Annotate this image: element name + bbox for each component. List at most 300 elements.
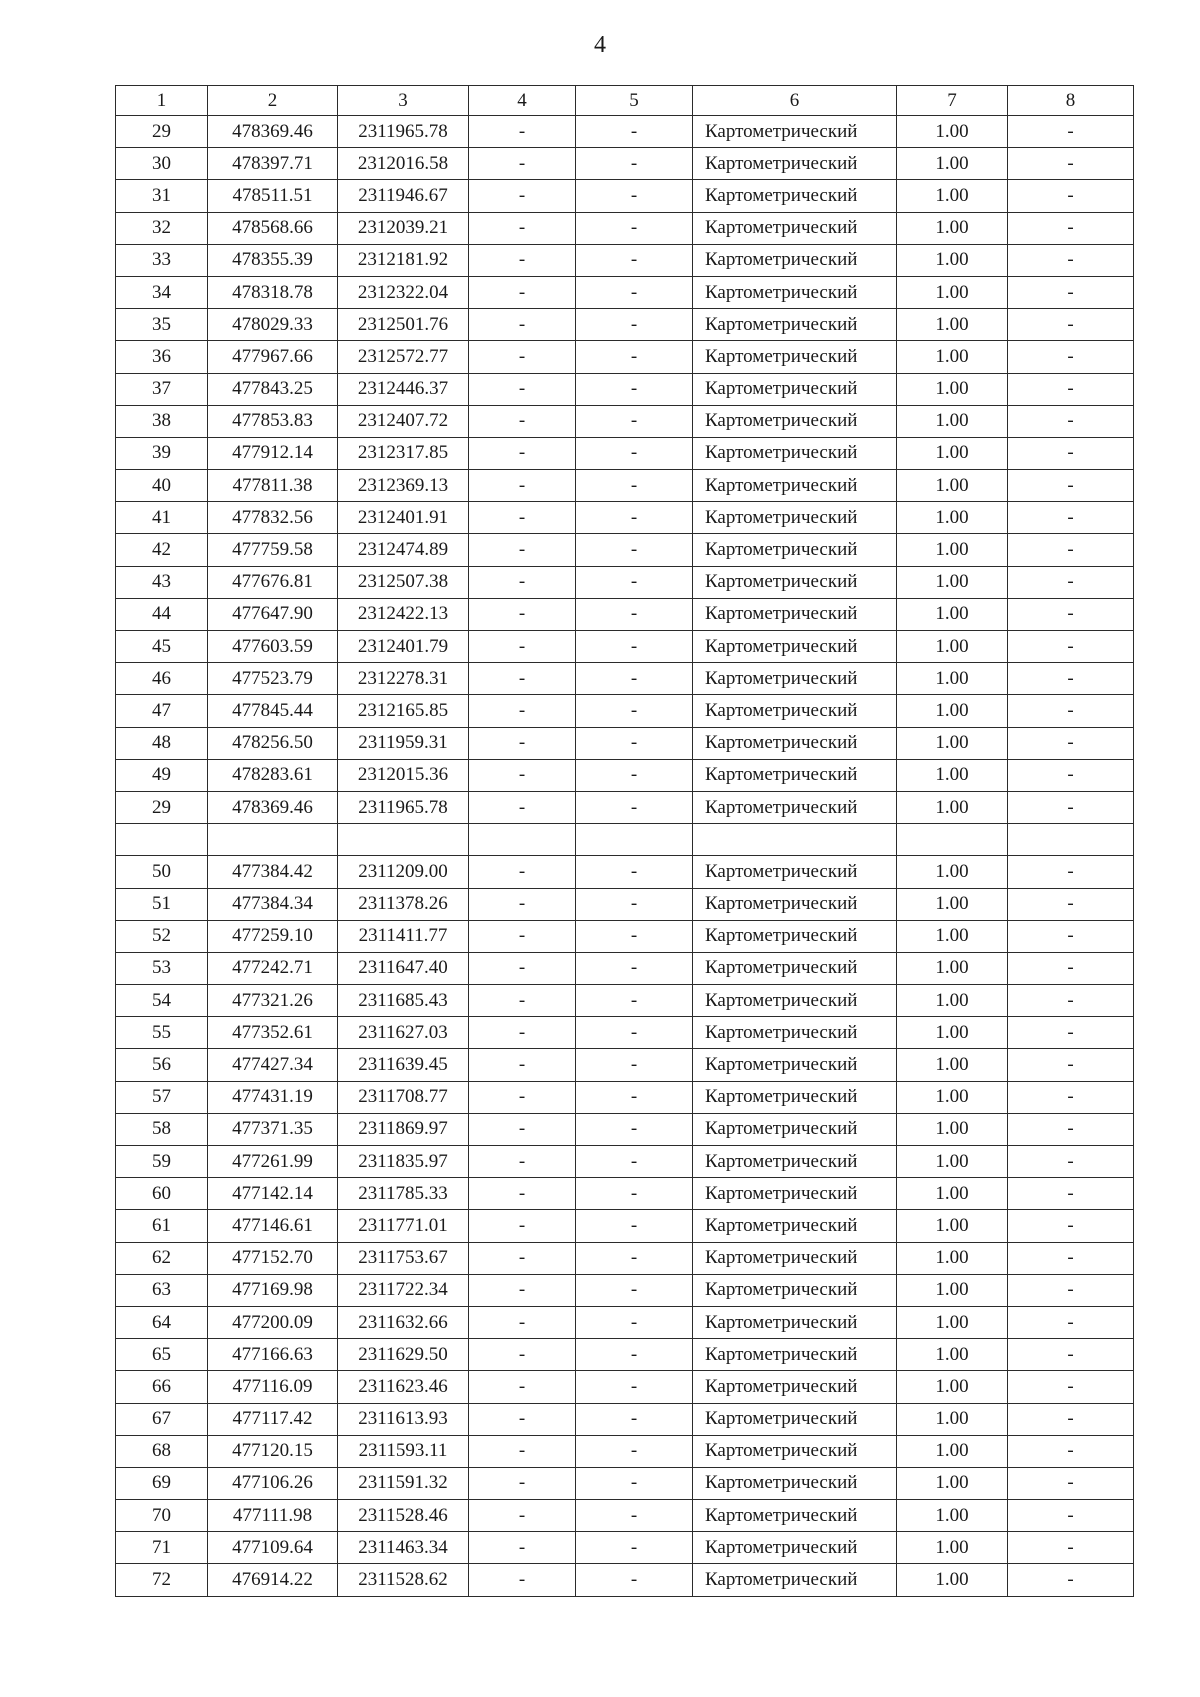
col8-cell: -: [1008, 437, 1134, 469]
method-cell: Картометрический: [693, 663, 897, 695]
accuracy-cell: 1.00: [897, 1339, 1008, 1371]
col4-cell: -: [469, 534, 576, 566]
col4-cell: -: [469, 373, 576, 405]
accuracy-cell: 1.00: [897, 373, 1008, 405]
table-body: [116, 116, 1134, 1597]
table-row: [116, 631, 1134, 663]
col4-cell: -: [469, 791, 576, 823]
accuracy-cell: 1.00: [897, 1435, 1008, 1467]
col8-cell: -: [1008, 1564, 1134, 1596]
method-cell: Картометрический: [693, 888, 897, 920]
point-number-cell: 29: [116, 791, 208, 823]
point-number-cell: 30: [116, 148, 208, 180]
col8-cell: -: [1008, 1049, 1134, 1081]
method-cell: Картометрический: [693, 1371, 897, 1403]
method-cell: Картометрический: [693, 1532, 897, 1564]
col4-cell: -: [469, 1500, 576, 1532]
y-coordinate-cell: 2311623.46: [338, 1371, 469, 1403]
accuracy-cell: 1.00: [897, 1210, 1008, 1242]
accuracy-cell: 1.00: [897, 1081, 1008, 1113]
table-row: [116, 470, 1134, 502]
table-row: [116, 985, 1134, 1017]
method-cell: Картометрический: [693, 502, 897, 534]
x-coordinate-cell: 477142.14: [208, 1178, 338, 1210]
method-cell: Картометрический: [693, 1274, 897, 1306]
x-coordinate-cell: 477647.90: [208, 598, 338, 630]
y-coordinate-cell: 2311959.31: [338, 727, 469, 759]
accuracy-cell: 1.00: [897, 1242, 1008, 1274]
method-cell: Картометрический: [693, 759, 897, 791]
table-row: [116, 1564, 1134, 1596]
point-number-cell: 64: [116, 1306, 208, 1338]
x-coordinate-cell: 477523.79: [208, 663, 338, 695]
accuracy-cell: 1.00: [897, 502, 1008, 534]
method-cell: Картометрический: [693, 1403, 897, 1435]
col5-cell: -: [576, 470, 693, 502]
table-row: [116, 341, 1134, 373]
col5-cell: -: [576, 116, 693, 148]
accuracy-cell: 1.00: [897, 1146, 1008, 1178]
col8-cell: -: [1008, 180, 1134, 212]
col4-cell: [469, 824, 576, 856]
col5-cell: -: [576, 598, 693, 630]
col5-cell: [576, 824, 693, 856]
x-coordinate-cell: 477371.35: [208, 1113, 338, 1145]
method-cell: Картометрический: [693, 1081, 897, 1113]
point-number-cell: 31: [116, 180, 208, 212]
header-row: [116, 86, 1134, 116]
col4-cell: -: [469, 276, 576, 308]
point-number-cell: 46: [116, 663, 208, 695]
method-cell: Картометрический: [693, 1210, 897, 1242]
col5-cell: -: [576, 727, 693, 759]
col5-cell: -: [576, 631, 693, 663]
table-row: [116, 727, 1134, 759]
col4-cell: -: [469, 309, 576, 341]
method-cell: Картометрический: [693, 373, 897, 405]
point-number-cell: 69: [116, 1467, 208, 1499]
col4-cell: -: [469, 244, 576, 276]
y-coordinate-cell: 2311209.00: [338, 856, 469, 888]
col8-cell: -: [1008, 566, 1134, 598]
col8-cell: -: [1008, 244, 1134, 276]
col8-cell: -: [1008, 276, 1134, 308]
method-cell: Картометрический: [693, 1049, 897, 1081]
x-coordinate-cell: 478283.61: [208, 759, 338, 791]
y-coordinate-cell: 2312474.89: [338, 534, 469, 566]
point-number-cell: 43: [116, 566, 208, 598]
method-cell: Картометрический: [693, 437, 897, 469]
y-coordinate-cell: 2311613.93: [338, 1403, 469, 1435]
col5-cell: -: [576, 1339, 693, 1371]
accuracy-cell: 1.00: [897, 1049, 1008, 1081]
col4-cell: -: [469, 1435, 576, 1467]
x-coordinate-cell: 478029.33: [208, 309, 338, 341]
col4-cell: -: [469, 1371, 576, 1403]
y-coordinate-cell: 2311753.67: [338, 1242, 469, 1274]
col5-cell: -: [576, 437, 693, 469]
column-header: 6: [693, 86, 897, 116]
x-coordinate-cell: 477384.42: [208, 856, 338, 888]
table-header: [116, 86, 1134, 116]
accuracy-cell: 1.00: [897, 1306, 1008, 1338]
y-coordinate-cell: 2311627.03: [338, 1017, 469, 1049]
accuracy-cell: 1.00: [897, 1403, 1008, 1435]
col8-cell: -: [1008, 1017, 1134, 1049]
y-coordinate-cell: 2311771.01: [338, 1210, 469, 1242]
x-coordinate-cell: 477967.66: [208, 341, 338, 373]
point-number-cell: 66: [116, 1371, 208, 1403]
point-number-cell: 32: [116, 212, 208, 244]
col4-cell: -: [469, 1081, 576, 1113]
point-number-cell: 57: [116, 1081, 208, 1113]
method-cell: Картометрический: [693, 598, 897, 630]
method-cell: Картометрический: [693, 566, 897, 598]
x-coordinate-cell: 477427.34: [208, 1049, 338, 1081]
point-number-cell: 48: [116, 727, 208, 759]
point-number-cell: 63: [116, 1274, 208, 1306]
x-coordinate-cell: 477261.99: [208, 1146, 338, 1178]
y-coordinate-cell: 2312016.58: [338, 148, 469, 180]
x-coordinate-cell: 477146.61: [208, 1210, 338, 1242]
accuracy-cell: 1.00: [897, 759, 1008, 791]
y-coordinate-cell: 2312278.31: [338, 663, 469, 695]
point-number-cell: 70: [116, 1500, 208, 1532]
col4-cell: -: [469, 598, 576, 630]
table-row: [116, 1467, 1134, 1499]
method-cell: Картометрический: [693, 1339, 897, 1371]
column-header: 1: [116, 86, 208, 116]
y-coordinate-cell: 2311869.97: [338, 1113, 469, 1145]
table-row: [116, 856, 1134, 888]
y-coordinate-cell: 2312401.79: [338, 631, 469, 663]
col8-cell: -: [1008, 534, 1134, 566]
accuracy-cell: 1.00: [897, 1371, 1008, 1403]
col5-cell: -: [576, 502, 693, 534]
point-number-cell: 42: [116, 534, 208, 566]
table-row: [116, 1435, 1134, 1467]
table-row: [116, 1049, 1134, 1081]
x-coordinate-cell: 477169.98: [208, 1274, 338, 1306]
table-row: [116, 566, 1134, 598]
col8-cell: -: [1008, 1274, 1134, 1306]
col5-cell: -: [576, 888, 693, 920]
y-coordinate-cell: 2312422.13: [338, 598, 469, 630]
col8-cell: -: [1008, 470, 1134, 502]
method-cell: Картометрический: [693, 1500, 897, 1532]
col8-cell: -: [1008, 952, 1134, 984]
y-coordinate-cell: 2312015.36: [338, 759, 469, 791]
x-coordinate-cell: 477321.26: [208, 985, 338, 1017]
y-coordinate-cell: 2312369.13: [338, 470, 469, 502]
point-number-cell: 47: [116, 695, 208, 727]
col4-cell: -: [469, 727, 576, 759]
accuracy-cell: 1.00: [897, 888, 1008, 920]
col5-cell: -: [576, 276, 693, 308]
col4-cell: -: [469, 856, 576, 888]
x-coordinate-cell: 478318.78: [208, 276, 338, 308]
y-coordinate-cell: 2311411.77: [338, 920, 469, 952]
point-number-cell: 37: [116, 373, 208, 405]
table-row: [116, 1113, 1134, 1145]
table-row: [116, 276, 1134, 308]
col8-cell: -: [1008, 695, 1134, 727]
y-coordinate-cell: 2312401.91: [338, 502, 469, 534]
method-cell: Картометрический: [693, 1306, 897, 1338]
accuracy-cell: 1.00: [897, 1564, 1008, 1596]
col8-cell: -: [1008, 631, 1134, 663]
col4-cell: -: [469, 566, 576, 598]
col4-cell: -: [469, 1242, 576, 1274]
col8-cell: -: [1008, 1371, 1134, 1403]
table-row: [116, 824, 1134, 856]
col8-cell: -: [1008, 759, 1134, 791]
y-coordinate-cell: 2311785.33: [338, 1178, 469, 1210]
y-coordinate-cell: 2311528.46: [338, 1500, 469, 1532]
accuracy-cell: 1.00: [897, 1113, 1008, 1145]
point-number-cell: 49: [116, 759, 208, 791]
col8-cell: -: [1008, 1113, 1134, 1145]
x-coordinate-cell: 477242.71: [208, 952, 338, 984]
table-row: [116, 1242, 1134, 1274]
table-row: [116, 759, 1134, 791]
column-header: 5: [576, 86, 693, 116]
col8-cell: -: [1008, 405, 1134, 437]
point-number-cell: 40: [116, 470, 208, 502]
col5-cell: -: [576, 1403, 693, 1435]
accuracy-cell: 1.00: [897, 341, 1008, 373]
y-coordinate-cell: 2311965.78: [338, 791, 469, 823]
x-coordinate-cell: 476914.22: [208, 1564, 338, 1596]
method-cell: Картометрический: [693, 727, 897, 759]
accuracy-cell: [897, 824, 1008, 856]
col5-cell: -: [576, 373, 693, 405]
x-coordinate-cell: 477200.09: [208, 1306, 338, 1338]
table-row: [116, 1178, 1134, 1210]
accuracy-cell: 1.00: [897, 534, 1008, 566]
y-coordinate-cell: 2311722.34: [338, 1274, 469, 1306]
method-cell: Картометрический: [693, 212, 897, 244]
method-cell: Картометрический: [693, 791, 897, 823]
method-cell: Картометрический: [693, 244, 897, 276]
col5-cell: -: [576, 1242, 693, 1274]
x-coordinate-cell: 477431.19: [208, 1081, 338, 1113]
table-row: [116, 1081, 1134, 1113]
point-number-cell: 59: [116, 1146, 208, 1178]
x-coordinate-cell: 478369.46: [208, 791, 338, 823]
table-row: [116, 1403, 1134, 1435]
point-number-cell: 58: [116, 1113, 208, 1145]
col8-cell: -: [1008, 116, 1134, 148]
y-coordinate-cell: 2312446.37: [338, 373, 469, 405]
accuracy-cell: 1.00: [897, 1178, 1008, 1210]
table-row: [116, 888, 1134, 920]
col8-cell: -: [1008, 888, 1134, 920]
y-coordinate-cell: 2312317.85: [338, 437, 469, 469]
col5-cell: -: [576, 1146, 693, 1178]
col4-cell: -: [469, 180, 576, 212]
accuracy-cell: 1.00: [897, 663, 1008, 695]
accuracy-cell: 1.00: [897, 1467, 1008, 1499]
col5-cell: -: [576, 1210, 693, 1242]
x-coordinate-cell: 478397.71: [208, 148, 338, 180]
col4-cell: -: [469, 437, 576, 469]
col4-cell: -: [469, 1274, 576, 1306]
accuracy-cell: 1.00: [897, 631, 1008, 663]
col8-cell: -: [1008, 341, 1134, 373]
col5-cell: -: [576, 920, 693, 952]
table-row: [116, 1371, 1134, 1403]
method-cell: Картометрический: [693, 534, 897, 566]
x-coordinate-cell: 477832.56: [208, 502, 338, 534]
table-row: [116, 373, 1134, 405]
col5-cell: -: [576, 1435, 693, 1467]
y-coordinate-cell: 2312165.85: [338, 695, 469, 727]
x-coordinate-cell: 477912.14: [208, 437, 338, 469]
table-row: [116, 791, 1134, 823]
y-coordinate-cell: [338, 824, 469, 856]
table-row: [116, 695, 1134, 727]
accuracy-cell: 1.00: [897, 920, 1008, 952]
col5-cell: -: [576, 1017, 693, 1049]
y-coordinate-cell: 2312181.92: [338, 244, 469, 276]
point-number-cell: 62: [116, 1242, 208, 1274]
y-coordinate-cell: 2311378.26: [338, 888, 469, 920]
x-coordinate-cell: 477811.38: [208, 470, 338, 502]
col8-cell: -: [1008, 791, 1134, 823]
accuracy-cell: 1.00: [897, 276, 1008, 308]
col4-cell: -: [469, 985, 576, 1017]
point-number-cell: 50: [116, 856, 208, 888]
point-number-cell: 61: [116, 1210, 208, 1242]
x-coordinate-cell: 477117.42: [208, 1403, 338, 1435]
accuracy-cell: 1.00: [897, 212, 1008, 244]
col4-cell: -: [469, 888, 576, 920]
y-coordinate-cell: 2311591.32: [338, 1467, 469, 1499]
col5-cell: -: [576, 341, 693, 373]
col8-cell: -: [1008, 1306, 1134, 1338]
col8-cell: -: [1008, 663, 1134, 695]
col4-cell: -: [469, 405, 576, 437]
accuracy-cell: 1.00: [897, 598, 1008, 630]
y-coordinate-cell: 2312322.04: [338, 276, 469, 308]
y-coordinate-cell: 2311946.67: [338, 180, 469, 212]
y-coordinate-cell: 2311593.11: [338, 1435, 469, 1467]
table-row: [116, 1532, 1134, 1564]
x-coordinate-cell: 478256.50: [208, 727, 338, 759]
table-row: [116, 309, 1134, 341]
table-row: [116, 1339, 1134, 1371]
y-coordinate-cell: 2312039.21: [338, 212, 469, 244]
method-cell: Картометрический: [693, 1178, 897, 1210]
x-coordinate-cell: 478511.51: [208, 180, 338, 212]
accuracy-cell: 1.00: [897, 405, 1008, 437]
accuracy-cell: 1.00: [897, 695, 1008, 727]
x-coordinate-cell: 477166.63: [208, 1339, 338, 1371]
col4-cell: -: [469, 695, 576, 727]
point-number-cell: 44: [116, 598, 208, 630]
table-row: [116, 405, 1134, 437]
x-coordinate-cell: 477116.09: [208, 1371, 338, 1403]
accuracy-cell: 1.00: [897, 148, 1008, 180]
x-coordinate-cell: 477352.61: [208, 1017, 338, 1049]
table-row: [116, 1274, 1134, 1306]
table-row: [116, 1146, 1134, 1178]
col8-cell: -: [1008, 1339, 1134, 1371]
col4-cell: -: [469, 952, 576, 984]
point-number-cell: 45: [116, 631, 208, 663]
col4-cell: -: [469, 663, 576, 695]
x-coordinate-cell: 477384.34: [208, 888, 338, 920]
y-coordinate-cell: 2311632.66: [338, 1306, 469, 1338]
col4-cell: -: [469, 1532, 576, 1564]
col4-cell: -: [469, 1564, 576, 1596]
table-row: [116, 598, 1134, 630]
col4-cell: -: [469, 212, 576, 244]
col8-cell: -: [1008, 920, 1134, 952]
point-number-cell: 54: [116, 985, 208, 1017]
method-cell: [693, 824, 897, 856]
col5-cell: -: [576, 791, 693, 823]
method-cell: Картометрический: [693, 631, 897, 663]
col4-cell: -: [469, 1403, 576, 1435]
point-number-cell: 34: [116, 276, 208, 308]
y-coordinate-cell: 2311629.50: [338, 1339, 469, 1371]
point-number-cell: 53: [116, 952, 208, 984]
method-cell: Картометрический: [693, 1435, 897, 1467]
y-coordinate-cell: 2311647.40: [338, 952, 469, 984]
x-coordinate-cell: 477120.15: [208, 1435, 338, 1467]
col4-cell: -: [469, 920, 576, 952]
col4-cell: -: [469, 631, 576, 663]
x-coordinate-cell: 477259.10: [208, 920, 338, 952]
point-number-cell: 60: [116, 1178, 208, 1210]
col5-cell: -: [576, 1306, 693, 1338]
point-number-cell: 68: [116, 1435, 208, 1467]
col5-cell: -: [576, 1178, 693, 1210]
point-number-cell: 71: [116, 1532, 208, 1564]
col8-cell: -: [1008, 309, 1134, 341]
col5-cell: -: [576, 1113, 693, 1145]
col8-cell: -: [1008, 502, 1134, 534]
col8-cell: -: [1008, 1210, 1134, 1242]
col4-cell: -: [469, 1306, 576, 1338]
accuracy-cell: 1.00: [897, 1532, 1008, 1564]
col4-cell: -: [469, 1178, 576, 1210]
column-header: 8: [1008, 86, 1134, 116]
col5-cell: -: [576, 244, 693, 276]
col5-cell: -: [576, 212, 693, 244]
accuracy-cell: 1.00: [897, 1017, 1008, 1049]
table-row: [116, 148, 1134, 180]
point-number-cell: 56: [116, 1049, 208, 1081]
col4-cell: -: [469, 1210, 576, 1242]
table-row: [116, 663, 1134, 695]
method-cell: Картометрический: [693, 180, 897, 212]
accuracy-cell: 1.00: [897, 727, 1008, 759]
method-cell: Картометрический: [693, 148, 897, 180]
column-header: 4: [469, 86, 576, 116]
x-coordinate-cell: 477603.59: [208, 631, 338, 663]
col5-cell: -: [576, 1371, 693, 1403]
y-coordinate-cell: 2311708.77: [338, 1081, 469, 1113]
col8-cell: -: [1008, 1403, 1134, 1435]
point-number-cell: 65: [116, 1339, 208, 1371]
point-number-cell: 36: [116, 341, 208, 373]
point-number-cell: 35: [116, 309, 208, 341]
method-cell: Картометрический: [693, 405, 897, 437]
accuracy-cell: 1.00: [897, 566, 1008, 598]
